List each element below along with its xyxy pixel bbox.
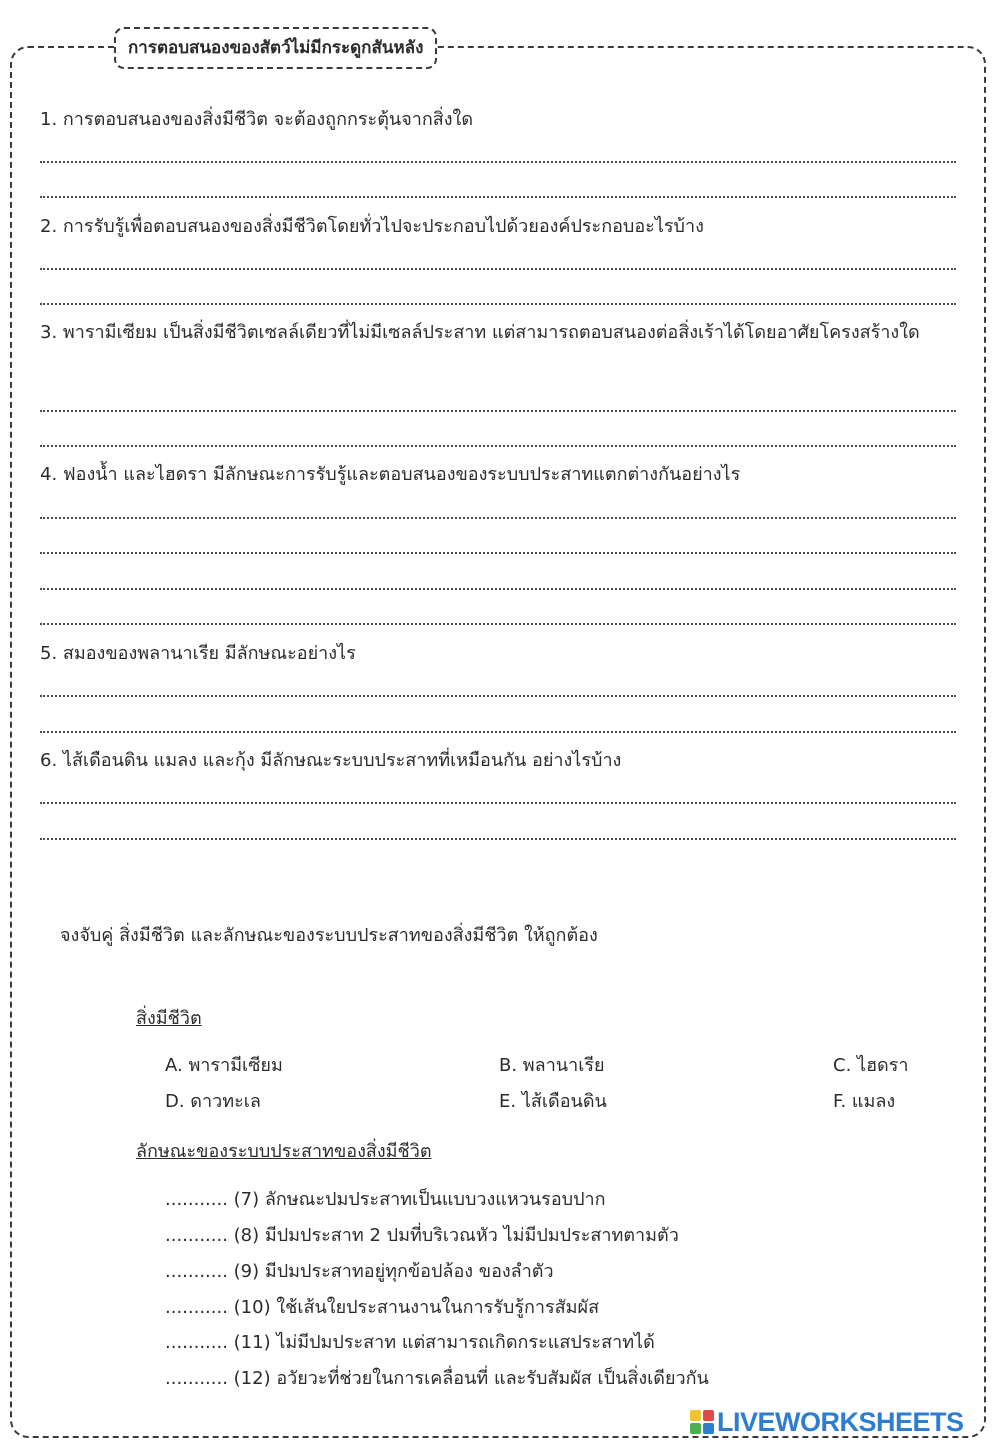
match-statement-9[interactable]: ........... (9) มีปมประสาทอยู่ทุกข้อปล้อง ของลำตัว <box>165 1261 554 1282</box>
answer-line[interactable] <box>40 838 956 840</box>
match-statement-8[interactable]: ........... (8) มีปมประสาท 2 ปมที่บริเวณหัว ไม่มีปมประสาทตามตัว <box>165 1225 679 1246</box>
answer-line[interactable] <box>40 623 956 625</box>
answer-line[interactable] <box>40 552 956 554</box>
organism-option: A. พารามีเซียม <box>165 1055 283 1076</box>
answer-line[interactable] <box>40 588 956 590</box>
answer-line[interactable] <box>40 161 956 163</box>
organism-option: D. ดาวทะเล <box>165 1091 261 1112</box>
question-2: 2. การรับรู้เพื่อตอบสนองของสิ่งมีชีวิตโดยทั่วไปจะประกอบไปด้วยองค์ประกอบอะไรบ้าง <box>40 216 704 237</box>
logo-mark-icon <box>690 1410 714 1434</box>
organisms-heading: สิ่งมีชีวิต <box>136 1008 202 1029</box>
logo-square <box>690 1423 701 1434</box>
answer-line[interactable] <box>40 731 956 733</box>
logo-square <box>690 1410 701 1421</box>
answer-line[interactable] <box>40 695 956 697</box>
traits-heading: ลักษณะของระบบประสาทของสิ่งมีชีวิต <box>136 1141 432 1162</box>
question-3: 3. พารามีเซียม เป็นสิ่งมีชีวิตเซลล์เดียวที่ไม่มีเซลล์ประสาท แต่สามารถตอบสนองต่อสิ่งเร้าได้โดยอาศัยโครงสร้างใด <box>40 322 920 343</box>
answer-line[interactable] <box>40 303 956 305</box>
logo-square <box>703 1423 714 1434</box>
matching-instruction: จงจับคู่ สิ่งมีชีวิต และลักษณะของระบบประสาทของสิ่งมีชีวิต ให้ถูกต้อง <box>60 925 598 946</box>
match-statement-11[interactable]: ........... (11) ไม่มีปมประสาท แต่สามารถเกิดกระแสประสาทได้ <box>165 1332 655 1353</box>
question-4: 4. ฟองน้ำ และไฮดรา มีลักษณะการรับรู้และตอบสนองของระบบประสาทแตกต่างกันอย่างไร <box>40 464 741 485</box>
question-6: 6. ไส้เดือนดิน แมลง และกุ้ง มีลักษณะระบบประสาทที่เหมือนกัน อย่างไรบ้าง <box>40 750 622 771</box>
logo-square <box>703 1410 714 1421</box>
organism-option: B. พลานาเรีย <box>499 1055 605 1076</box>
match-statement-10[interactable]: ........... (10) ใช้เส้นใยประสานงานในการรับรู้การสัมผัส <box>165 1297 600 1318</box>
question-5: 5. สมองของพลานาเรีย มีลักษณะอย่างไร <box>40 643 356 664</box>
logo-text: LIVEWORKSHEETS <box>717 1406 964 1437</box>
question-1: 1. การตอบสนองของสิ่งมีชีวิต จะต้องถูกกระตุ้นจากสิ่งใด <box>40 109 474 130</box>
answer-line[interactable] <box>40 802 956 804</box>
answer-line[interactable] <box>40 517 956 519</box>
organism-option: C. ไฮดรา <box>833 1055 909 1076</box>
answer-line[interactable] <box>40 268 956 270</box>
answer-line[interactable] <box>40 445 956 447</box>
match-statement-12[interactable]: ........... (12) อวัยวะที่ช่วยในการเคลื่อนที่ และรับสัมผัส เป็นสิ่งเดียวกัน <box>165 1368 709 1389</box>
answer-line[interactable] <box>40 410 956 412</box>
match-statement-7[interactable]: ........... (7) ลักษณะปมประสาทเป็นแบบวงแหวนรอบปาก <box>165 1189 606 1210</box>
liveworksheets-logo <box>690 1405 964 1439</box>
organism-option: F. แมลง <box>833 1091 896 1112</box>
organism-option: E. ไส้เดือนดิน <box>499 1091 607 1112</box>
worksheet-title: การตอบสนองของสัตว์ไม่มีกระดูกสันหลัง <box>114 27 437 69</box>
answer-line[interactable] <box>40 196 956 198</box>
